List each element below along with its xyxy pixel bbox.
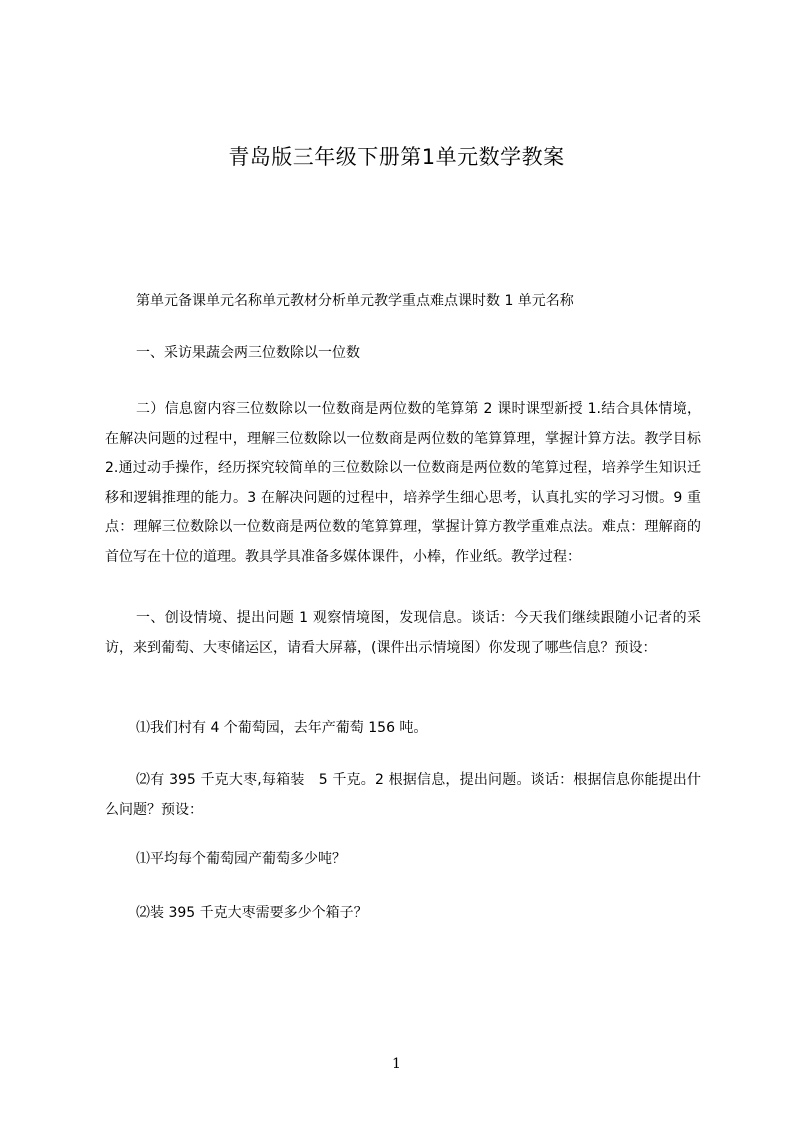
paragraph-grape-info: ⑴我们村有 4 个葡萄园，去年产葡萄 156 吨。 [136, 720, 428, 736]
document-title: 青岛版三年级下册第1单元数学教案 [228, 145, 565, 169]
paragraph-jujube-info: ⑵有 395 千克大枣,每箱装 5 千克。2 根据信息，提出问题。谈话：根据信息你能提出什么问题？预设： [105, 772, 701, 818]
paragraph-question-one: ⑴平均每个葡萄园产葡萄多少吨？ [136, 851, 346, 867]
paragraph-unit-header: 第单元备课单元名称单元教材分析单元教学重点难点课时数 1 单元名称 [136, 293, 574, 309]
page-number: 1 [392, 1056, 401, 1072]
paragraph-lesson-info: 二）信息窗内容三位数除以一位数商是两位数的笔算第 2 课时课型新授 1.结合具体情境，在解决问题的过程中，理解三位数除以一位数商是两位数的笔算算理，掌握计算方法。教学目标 2.通过动手操作，经历探究较简单的三位数除以一位数商是两位数的笔算过程，培养学生知识迁移和逻辑推理的能力。3 在解决问题的过程中，培养学生细心思考，认真扎实的学习习惯。9 重点：理解三位数除以一位数商是两位数的笔算算理，掌握计算方教学重难点法。难点：理解商的首位写在十位的道理。教具学具准备多媒体课件，小棒，作业纸。教学过程： [105, 401, 701, 565]
paragraph-question-two: ⑵装 395 千克大枣需要多少个箱子？ [136, 905, 368, 921]
paragraph-create-situation: 一、创设情境、提出问题 1 观察情境图，发现信息。谈话：今天我们继续跟随小记者的采访，来到葡萄、大枣储运区，请看大屏幕，(课件出示情境图）你发现了哪些信息？预设： [105, 610, 701, 656]
paragraph-section-one: 一、采访果蔬会两三位数除以一位数 [136, 345, 360, 361]
